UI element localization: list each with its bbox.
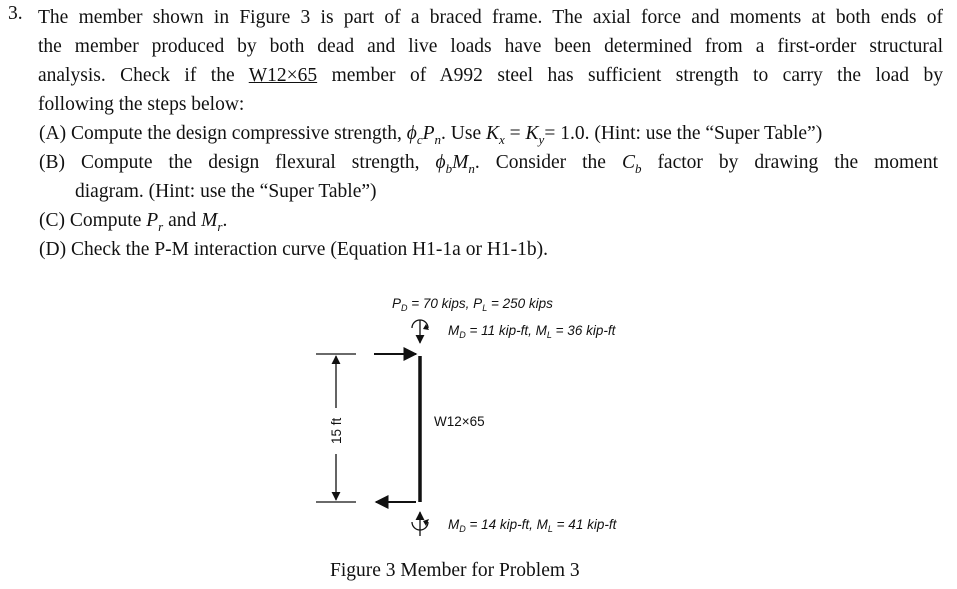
length-label: 15 ft	[329, 417, 344, 444]
bottom-moment-arrow-icon	[412, 512, 429, 536]
section-designation: W12×65	[248, 65, 318, 86]
item-c-label: (C) Compute	[39, 210, 147, 231]
problem-number: 3.	[8, 3, 23, 24]
pr-symbol: $P_r$	[146, 210, 164, 234]
statement-line-2: the member produced by both dead and live loads have been determined from a first-order structural	[38, 36, 943, 57]
ky-symbol: $K_y$	[525, 123, 545, 147]
item-b-label: (B) Compute the design flexural strength,	[39, 152, 436, 173]
top-moments-label: $M_D = 11$ kip-ft, $M_L = 36$ kip-ft	[448, 323, 616, 340]
item-b-consider: . Consider the	[474, 152, 622, 173]
item-c-and: and	[163, 210, 202, 231]
statement-line-3b: member of A992 steel has sufficient strength to carry the load by	[317, 65, 943, 86]
statement-line-1: The member shown in Figure 3 is part of a braced frame. The axial force and moments at both ends of	[38, 7, 943, 28]
cb-symbol: $C_b$	[621, 152, 642, 176]
member-label: W12×65	[434, 414, 485, 429]
phi-c-pn-symbol: $\phi_cP_n$	[406, 123, 442, 147]
item-d: (D) Check the P-M interaction curve (Equation H1-1a or H1-1b).	[39, 239, 549, 260]
item-a: (A) Compute the design compressive strength, $\phi_cP_n$. Use $K_x = K_y= 1.0$. (Hint: use the “Super Table”)	[39, 123, 823, 147]
top-moment-arrow-icon	[412, 320, 429, 343]
item-b-rest: factor by drawing the moment	[641, 152, 938, 173]
top-axial-loads-label: $P_D = 70$ kips, $P_L = 250$ kips	[392, 296, 553, 313]
phi-b-mn-symbol: $\phi_bM_n$	[435, 152, 475, 176]
figure-caption: Figure 3 Member for Problem 3	[330, 560, 580, 581]
statement-line-4: following the steps below:	[38, 94, 245, 115]
item-b-continuation: diagram. (Hint: use the “Super Table”)	[75, 181, 377, 202]
statement-line-3a: analysis. Check if the	[38, 65, 249, 86]
item-a-use: . Use	[441, 123, 486, 144]
item-c-end: .	[222, 210, 228, 231]
mr-symbol: $M_r$	[201, 210, 223, 234]
bottom-moments-label: $M_D = 14$ kip-ft, $M_L = 41$ kip-ft	[448, 517, 617, 534]
kx-symbol: $K_x$	[485, 123, 505, 147]
item-a-label: (A) Compute the design compressive strength,	[39, 123, 407, 144]
item-a-hint: = 1.0. (Hint: use the “Super Table”)	[544, 123, 823, 144]
